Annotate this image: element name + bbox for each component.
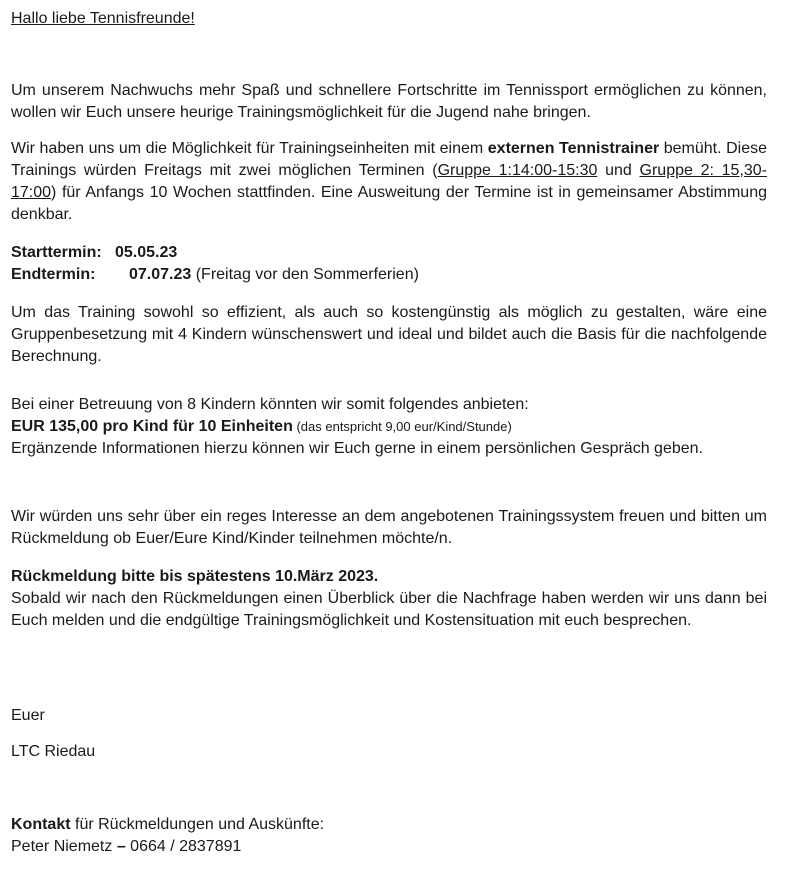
offer-intro: Bei einer Betreuung von 8 Kindern könnten wir somit folgendes anbieten: [11, 396, 529, 413]
end-date-label: Endtermin: [11, 266, 96, 283]
contact-phone: 0664 / 2837891 [130, 838, 242, 855]
offer-price-note: (das entspricht 9,00 eur/Kind/Stunde) [292, 419, 512, 434]
trainer-text-and: und [597, 162, 640, 179]
end-date-value: 07.07.23 [129, 266, 192, 283]
group-size-paragraph: Um das Training sowohl so effizient, als auch so kostengünstig als möglich zu gestalten, wäre eine Gruppenbesetzung mit 4 Kindern wünschenswert und ideal und bildet auch die Basis für die nachfolgende Berechnung. [11, 304, 767, 365]
offer-block [11, 394, 767, 460]
signature: LTC Riedau [11, 743, 96, 760]
contact-person: Peter Niemetz [11, 838, 113, 855]
deadline-heading [11, 566, 767, 588]
deadline-text: Sobald wir nach den Rückmeldungen einen Überblick über die Nachfrage haben werden wir uns dann bei Euch melden und die endgültige Trainingsmöglichkeit und Kostensituation mit euch besprechen. [11, 590, 767, 629]
deadline-block [11, 566, 767, 632]
offer-price: EUR 135,00 pro Kind für 10 Einheiten [11, 418, 293, 435]
trainer-text-pre: Wir haben uns um die Möglichkeit für Trainingseinheiten mit einem [11, 140, 488, 157]
group1-times: Gruppe 1:14:00-15:30 [437, 162, 598, 179]
intro-paragraph: Um unserem Nachwuchs mehr Spaß und schnellere Fortschritte im Tennissport ermöglichen zu können, wollen wir Euch unsere heurige Trainingsmöglichkeit für die Jugend nahe bringen. [11, 82, 767, 121]
trainer-text-mid: bemüht. Diese Trainings würden Freitags mit zwei möglichen Terminen ( [11, 140, 768, 179]
contact-person-line [11, 836, 767, 858]
offer-info: Ergänzende Informationen hierzu können wir Euch gerne in einem persönlichen Gespräch geben. [11, 440, 703, 457]
greeting: Hallo liebe Tennisfreunde! [11, 10, 195, 27]
trainer-paragraph [11, 138, 767, 226]
contact-label: Kontakt [11, 816, 71, 833]
external-trainer-text: externen Tennistrainer [487, 140, 660, 157]
interest-paragraph: Wir würden uns sehr über ein reges Interesse an dem angebotenen Trainingssystem freuen und bitten um Rückmeldung ob Euer/Eure Kind/Kinder teilnehmen möchte/n. [11, 508, 767, 547]
dates-block [11, 242, 767, 286]
end-date-row [11, 264, 767, 286]
closing-salutation: Euer [11, 707, 45, 724]
contact-block [11, 814, 767, 858]
deadline-bold-text: Rückmeldung bitte bis spätestens 10.März 2023. [11, 568, 379, 585]
group2-times: Gruppe 2: 15,30-17:00 [11, 162, 768, 201]
trainer-text-post: ) für Anfangs 10 Wochen stattfinden. Eine Ausweitung der Termine ist in gemeinsamer Abstimmung denkbar. [11, 184, 767, 223]
contact-dash: – [112, 838, 131, 855]
start-date-label: Starttermin: [11, 244, 102, 261]
offer-price-row [11, 416, 767, 438]
end-date-note: (Freitag vor den Sommerferien) [191, 266, 419, 283]
contact-text: für Rückmeldungen und Auskünfte: [70, 816, 325, 833]
start-date-value: 05.05.23 [115, 244, 178, 261]
contact-line [11, 814, 767, 836]
start-date-row [11, 242, 767, 264]
